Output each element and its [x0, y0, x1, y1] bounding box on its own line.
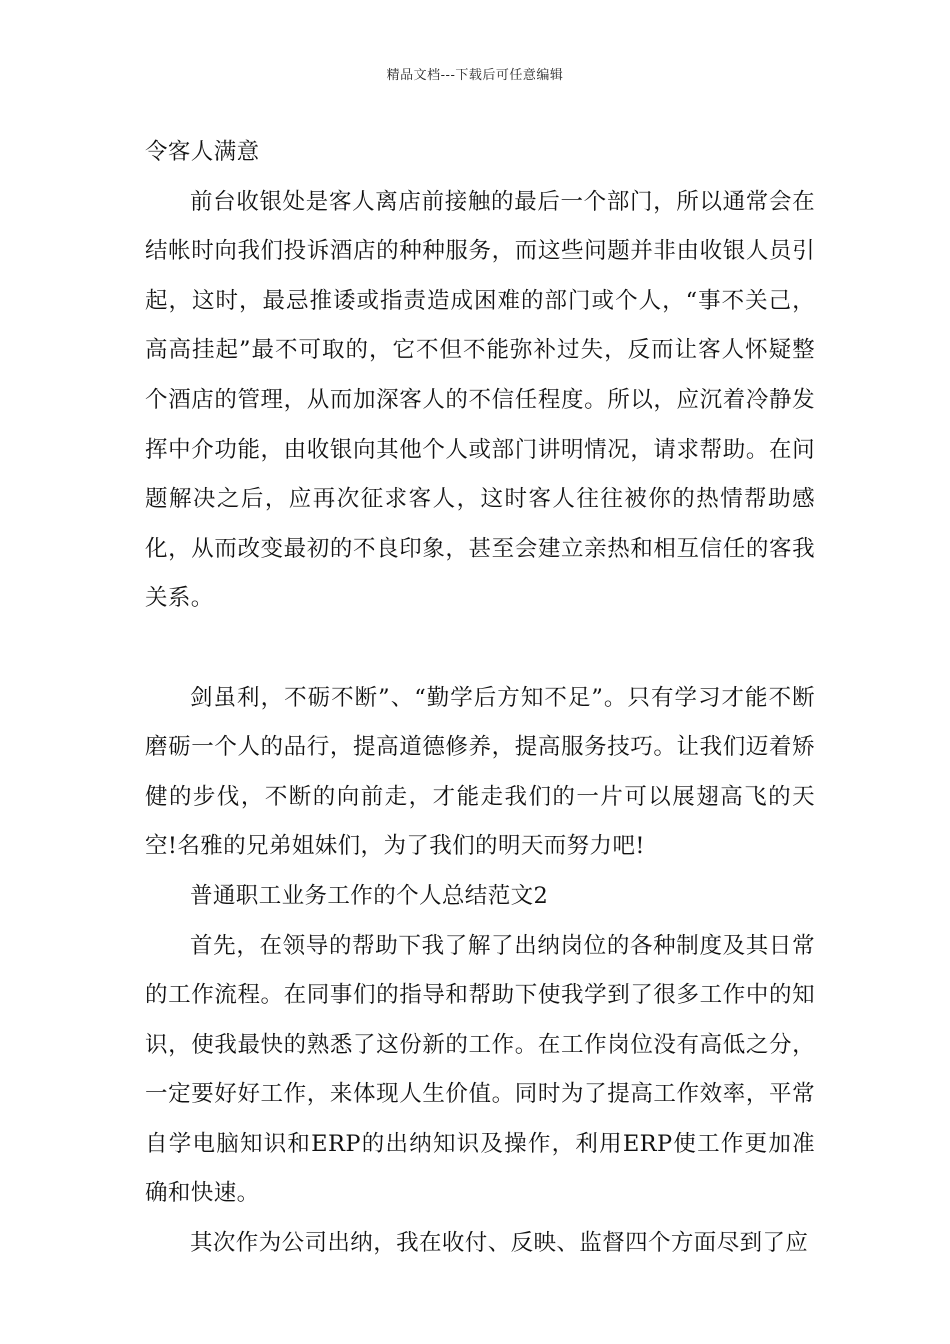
paragraph-first: 首先，在领导的帮助下我了解了出纳岗位的各种制度及其日常的工作流程。在同事们的指导和帮助下使我学到了很多工作中的知识，使我最快的熟悉了这份新的工作。在工作岗位没有高低之分，一定要好好工作，来体现人生价值。同时为了提高工作效率，平常自学电脑知识和ERP的出纳知识及操作，利用ERP使工作更加准确和快速。 — [145, 932, 815, 1207]
paragraph-gap — [145, 624, 815, 674]
paragraph-continuation: 令客人满意 — [145, 139, 260, 165]
paragraph-learning: 剑虽利，不砺不断”、“勤学后方知不足”。只有学习才能不断磨砺一个人的品行，提高道德修养，提高服务技巧。让我们迈着矫健的步伐，不断的向前走，才能走我们的一片可以展翅高飞的天空!名雅的兄弟姐妹们，为了我们的明天而努力吧! — [145, 684, 815, 860]
paragraph-cashier-complaints: 前台收银处是客人离店前接触的最后一个部门，所以通常会在结帐时向我们投诉酒店的种种服务，而这些问题并非由收银人员引起，这时，最忌推诿或指责造成困难的部门或个人，“事不关己，高高挂起”最不可取的，它不但不能弥补过失，反而让客人怀疑整个酒店的管理，从而加深客人的不信任程度。所以，应沉着冷静发挥中介功能，由收银向其他个人或部门讲明情况，请求帮助。在问题解决之后，应再次征求客人，这时客人往往被你的热情帮助感化，从而改变最初的不良印象，甚至会建立亲热和相互信任的客我关系。 — [145, 188, 815, 612]
page-header: 精品文档---下载后可任意编辑 — [386, 68, 564, 83]
paragraph-second: 其次作为公司出纳，我在收付、反映、监督四个方面尽到了应 — [190, 1230, 809, 1257]
section-title: 普通职工业务工作的个人总结范文2 — [190, 882, 549, 909]
document-body — [145, 128, 815, 1269]
